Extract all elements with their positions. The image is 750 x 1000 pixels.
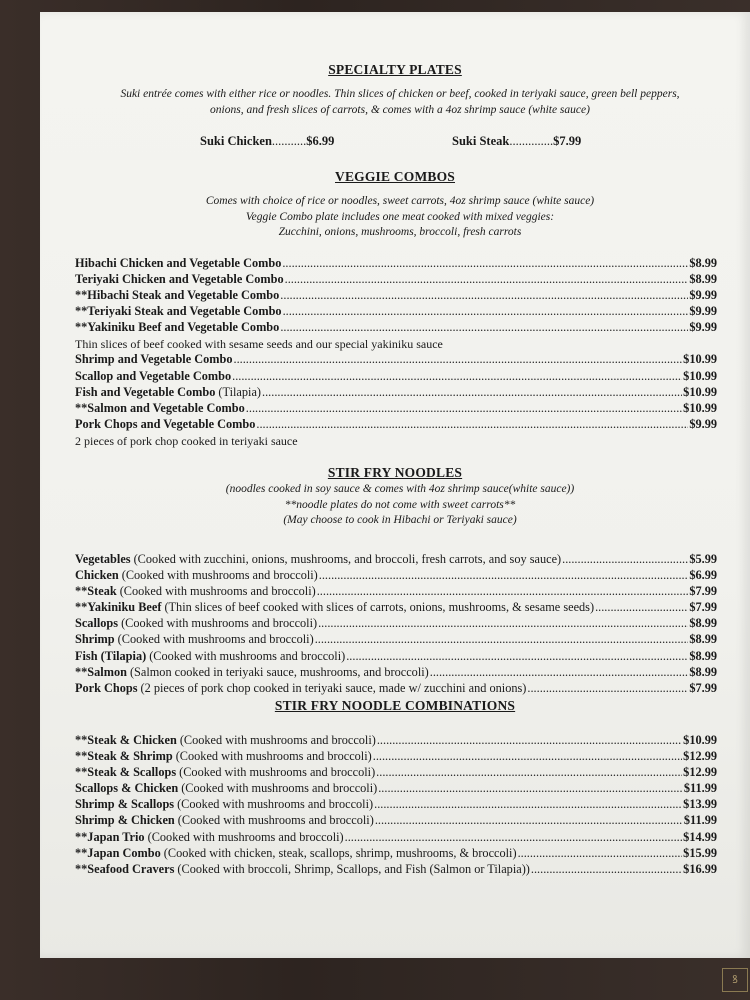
item-price: $10.99	[683, 368, 717, 383]
item-name: Shrimp & Scallops	[75, 797, 175, 812]
item-description: (Cooked with mushrooms and broccoli)	[147, 829, 344, 844]
item-name: Shrimp and Vegetable Combo	[75, 352, 233, 367]
menu-item	[75, 616, 717, 632]
item-name: **Seafood Cravers	[75, 861, 175, 876]
item-description: (Tilapia)	[218, 384, 262, 399]
item-price: $8.99	[689, 616, 717, 631]
item-price: $10.99	[683, 733, 717, 747]
veggie-combos-heading: VEGGIE COMBOS	[335, 169, 455, 184]
item-name: **Steak	[75, 584, 117, 599]
item-description: (Salmon cooked in teriyaki sauce, mushrooms, and broccoli)	[129, 664, 429, 679]
item-name: **Hibachi Steak and Vegetable Combo	[75, 288, 280, 303]
menu-item	[75, 369, 717, 385]
menu-item	[75, 568, 717, 584]
item-name: **Salmon and Vegetable Combo	[75, 400, 245, 415]
item-name: Shrimp & Chicken	[75, 813, 175, 828]
menu-item	[75, 272, 717, 288]
suki-steak-item: Suki Steak..............$7.99	[452, 134, 582, 148]
noodle-combinations-list	[75, 733, 717, 878]
menu-item	[75, 681, 717, 697]
noodle-combinations-heading: STIR FRY NOODLE COMBINATIONS	[274, 698, 516, 713]
item-price: $7.99	[689, 680, 717, 695]
stir-fry-noodles-heading: STIR FRY NOODLES	[327, 465, 463, 480]
suki-chicken-item: Suki Chicken...........$6.99	[200, 134, 335, 148]
menu-item	[75, 632, 717, 648]
suki-chicken-name: Suki Chicken	[200, 134, 272, 148]
menu-item	[75, 813, 717, 829]
specialty-intro	[70, 87, 730, 118]
veggie-intro-line: Veggie Combo plate includes one meat cooked with mixed veggies:	[245, 210, 555, 223]
menu-item	[75, 749, 717, 765]
menu-item	[75, 552, 717, 568]
item-name: **Yakiniku Beef	[75, 600, 162, 615]
item-price: $14.99	[683, 829, 717, 844]
item-description: (Cooked with mushrooms and broccoli)	[117, 632, 314, 647]
item-description: (Cooked with mushrooms and broccoli)	[179, 765, 376, 780]
item-price: $8.99	[689, 648, 717, 663]
menu-item	[75, 733, 717, 749]
menu-item	[75, 584, 717, 600]
specialty-intro-line: onions, and fresh slices of carrots, & comes with a 4oz shrimp sauce (white sauce)	[210, 103, 590, 116]
item-price: $9.99	[689, 416, 717, 431]
item-price: $16.99	[683, 861, 717, 876]
item-name: **Yakiniku Beef and Vegetable Combo	[75, 320, 280, 335]
item-description: (2 pieces of pork chop cooked in teriyaki sauce, made w/ zucchini and onions)	[140, 680, 527, 695]
item-description: (Cooked with mushrooms and broccoli)	[181, 781, 378, 796]
item-price: $9.99	[689, 304, 717, 319]
stir-fry-noodles-list	[75, 552, 717, 697]
menu-item	[75, 781, 717, 797]
menu-item	[75, 665, 717, 681]
menu-item	[75, 600, 717, 616]
veggie-intro-line: Comes with choice of rice or noodles, sweet carrots, 4oz shrimp sauce (white sauce)	[205, 195, 595, 207]
item-price: $11.99	[683, 813, 717, 828]
item-description: (Cooked with broccoli, Shrimp, Scallops, and Fish (Salmon or Tilapia))	[177, 861, 530, 876]
menu-item	[75, 417, 717, 433]
suki-steak-name: Suki Steak	[452, 134, 510, 148]
item-price: $13.99	[683, 797, 717, 812]
item-description: (Thin slices of beef cooked with slices of carrots, onions, mushrooms, & sesame seeds)	[164, 600, 595, 615]
menu-item	[75, 830, 717, 846]
menu-item	[75, 352, 717, 368]
item-name: **Teriyaki Steak and Vegetable Combo	[75, 304, 282, 319]
menu-item	[75, 256, 717, 272]
item-name: Fish and Vegetable Combo	[75, 384, 216, 399]
item-name: **Steak & Scallops	[75, 765, 177, 780]
suki-chicken-price: $6.99	[306, 134, 335, 148]
item-price: $8.99	[689, 632, 717, 647]
veggie-combo-list	[75, 256, 717, 449]
item-name: Fish (Tilapia)	[75, 648, 147, 663]
menu-item	[75, 765, 717, 781]
menu-item	[75, 649, 717, 665]
noodles-intro	[70, 482, 730, 529]
item-description: (Cooked with mushrooms and broccoli)	[177, 813, 374, 828]
veggie-intro	[70, 194, 730, 241]
item-price: $7.99	[689, 600, 717, 615]
item-description: (Cooked with chicken, steak, scallops, shrimp, mushrooms, & broccoli)	[163, 845, 517, 860]
item-name: Pork Chops and Vegetable Combo	[75, 416, 256, 431]
item-price: $8.99	[689, 272, 717, 287]
menu-page	[40, 12, 750, 958]
item-price: $11.99	[683, 781, 717, 796]
item-description: (Cooked with mushrooms and broccoli)	[119, 584, 316, 599]
item-name: Pork Chops	[75, 680, 138, 695]
noodles-intro-line: (May choose to cook in Hibachi or Teriyaki sauce)	[283, 514, 517, 526]
item-name: **Japan Combo	[75, 845, 161, 860]
item-name: Chicken	[75, 568, 119, 583]
yakiniku-note: Thin slices of beef cooked with sesame seeds and our special yakiniku sauce	[75, 337, 443, 352]
item-price: $10.99	[683, 400, 717, 415]
menu-item	[75, 320, 717, 336]
item-name: Teriyaki Chicken and Vegetable Combo	[75, 272, 284, 287]
item-price: $8.99	[689, 664, 717, 679]
item-price: $12.99	[683, 749, 717, 764]
item-description: (Cooked with mushrooms and broccoli)	[149, 648, 346, 663]
item-price: $10.99	[683, 352, 717, 367]
item-name: Scallops	[75, 616, 119, 631]
item-price: $12.99	[683, 765, 717, 780]
item-name: **Japan Trio	[75, 829, 145, 844]
noodles-intro-line: (noodles cooked in soy sauce & comes with 4oz shrimp sauce(white sauce))	[225, 483, 575, 495]
item-description: (Cooked with mushrooms and broccoli)	[121, 616, 318, 631]
item-name: **Steak & Shrimp	[75, 749, 173, 764]
pork-chop-note: 2 pieces of pork chop cooked in teriyaki sauce	[75, 433, 298, 448]
noodles-intro-line: **noodle plates do not come with sweet carrots**	[284, 498, 516, 511]
item-name: Shrimp	[75, 632, 115, 647]
suki-steak-price: $7.99	[553, 134, 582, 148]
item-price: $8.99	[689, 256, 717, 270]
item-price: $10.99	[683, 384, 717, 399]
item-price: $9.99	[689, 288, 717, 303]
item-name: Scallops & Chicken	[75, 781, 179, 796]
item-price: $7.99	[689, 584, 717, 599]
item-description: (Cooked with mushrooms and broccoli)	[121, 568, 318, 583]
menu-item	[75, 797, 717, 813]
item-name: **Steak & Chicken	[75, 733, 177, 747]
item-description: (Cooked with zucchini, onions, mushrooms, and broccoli, fresh carrots, and soy sauce)	[133, 552, 562, 566]
binder-corner-mark: ꝸ	[722, 968, 748, 992]
item-price: $9.99	[689, 320, 717, 335]
menu-item	[75, 862, 717, 878]
item-description: (Cooked with mushrooms and broccoli)	[177, 797, 374, 812]
item-price: $5.99	[689, 552, 717, 566]
menu-item	[75, 846, 717, 862]
veggie-intro-line: Zucchini, onions, mushrooms, broccoli, fresh carrots	[278, 226, 522, 238]
menu-item	[75, 304, 717, 320]
item-price: $6.99	[689, 568, 717, 583]
specialty-plates-heading: SPECIALTY PLATES	[328, 62, 462, 77]
menu-item	[75, 401, 717, 417]
menu-item	[75, 288, 717, 304]
menu-item	[75, 385, 717, 401]
item-description: (Cooked with mushrooms and broccoli)	[179, 733, 376, 747]
item-name: **Salmon	[75, 664, 127, 679]
item-name: Vegetables	[75, 552, 131, 566]
item-description: (Cooked with mushrooms and broccoli)	[175, 749, 372, 764]
item-price: $15.99	[683, 845, 717, 860]
specialty-intro-line: Suki entrée comes with either rice or noodles. Thin slices of chicken or beef, cooked in teriyaki sauce, green bell peppers,	[120, 88, 680, 100]
item-name: Scallop and Vegetable Combo	[75, 368, 232, 383]
item-name: Hibachi Chicken and Vegetable Combo	[75, 256, 282, 270]
